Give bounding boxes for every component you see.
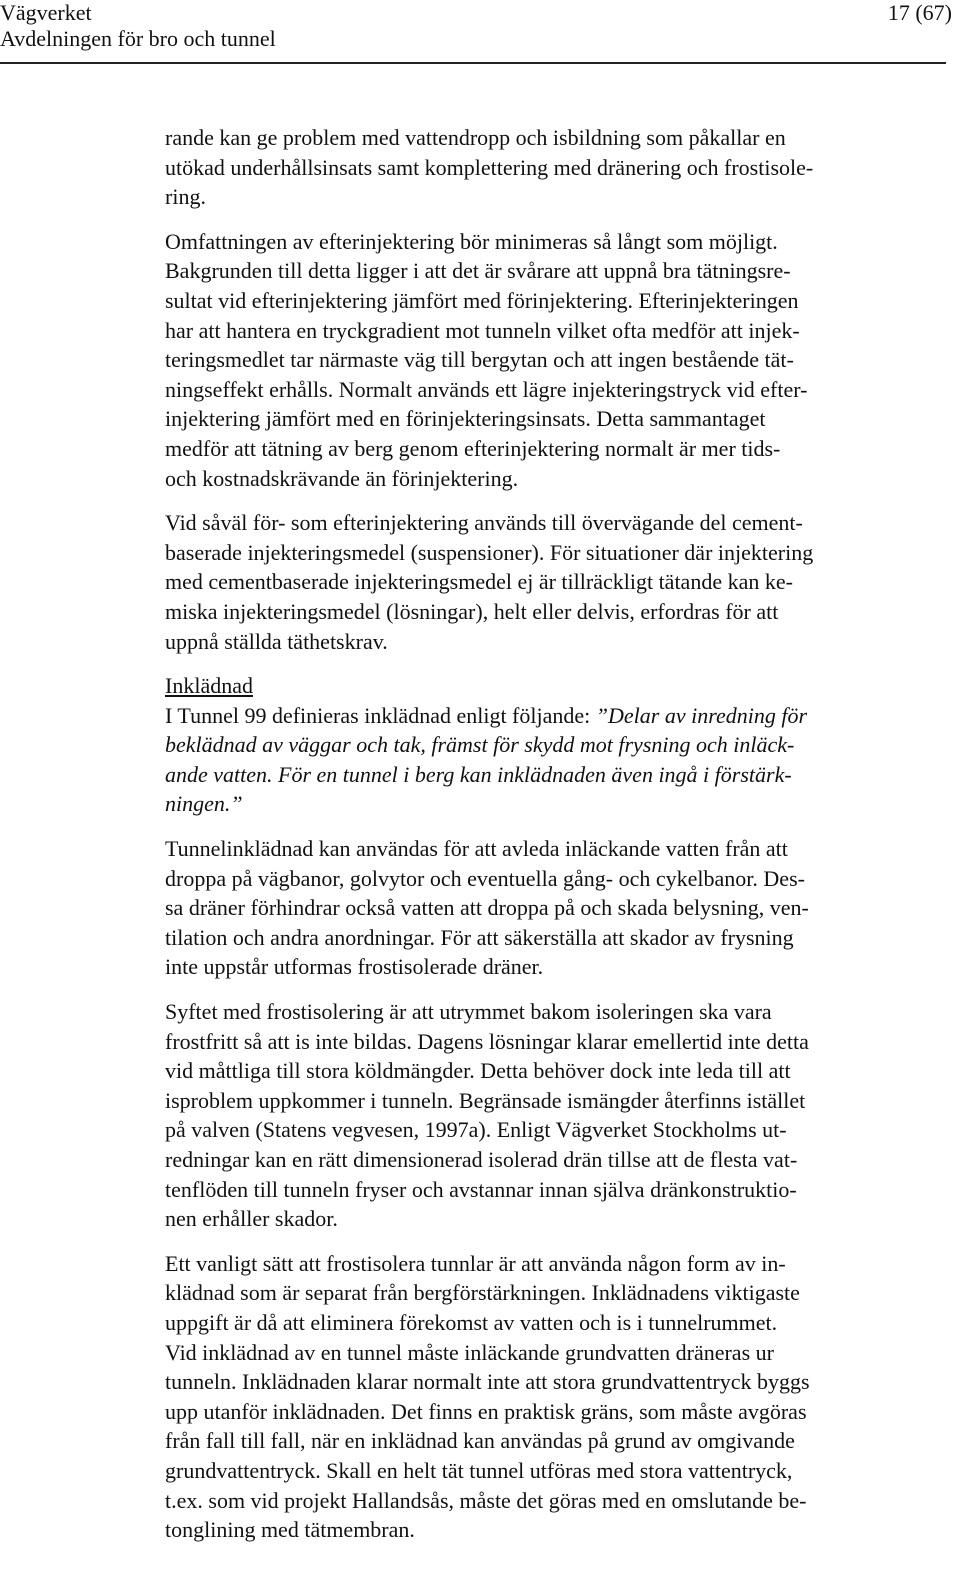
text-line: grundvattentryck. Skall en helt tät tunnel utföras med stora vattentryck, <box>165 1457 793 1483</box>
text-line: nen erhåller skador. <box>165 1206 338 1232</box>
text-line: medför att tätning av berg genom efterinjektering normalt är mer tids- <box>165 435 781 461</box>
text-line: baserade injekteringsmedel (suspensioner). För situationer där injektering <box>165 539 814 565</box>
text-line: teringsmedlet tar närmaste väg till bergytan och att ingen bestående tät- <box>165 347 794 373</box>
text-line: har att hantera en tryckgradient mot tunneln vilket ofta medför att injek- <box>165 317 800 343</box>
text-line: klädnad som är separat från bergförstärkningen. Inklädnadens viktigaste <box>165 1280 800 1306</box>
text-line: droppa på vägbanor, golvytor och eventuella gång- och cykelbanor. Des- <box>165 865 805 891</box>
definition-quote-line: beklädnad av väggar och tak, främst för skydd mot frysning och inläck- <box>165 732 795 758</box>
paragraph-1 <box>165 123 950 212</box>
document-body <box>165 123 950 1560</box>
text-line: utökad underhållsinsats samt komplettering med dränering och frostisole- <box>165 154 814 180</box>
header-department: Avdelningen för bro och tunnel <box>0 26 276 51</box>
paragraph-4 <box>165 671 950 819</box>
text-line <box>165 701 950 731</box>
definition-intro: I Tunnel 99 definieras inklädnad enligt följande: <box>165 702 596 728</box>
header-org: Vägverket <box>0 0 92 25</box>
text-line: tilation och andra anordningar. För att säkerställa att skador av frysning <box>165 924 794 950</box>
text-line: sultat vid efterinjektering jämfört med förinjektering. Efterinjekteringen <box>165 287 799 313</box>
text-line: Bakgrunden till detta ligger i att det är svårare att uppnå bra tätningsre- <box>165 258 791 284</box>
definition-quote-line: ande vatten. För en tunnel i berg kan inklädnaden även ingå i förstärk- <box>165 761 792 787</box>
definition-quote-start: ”Delar av inredning för <box>595 702 807 728</box>
definition-quote-line: ningen.” <box>165 791 243 817</box>
text-line: uppnå ställda täthetskrav. <box>165 628 388 654</box>
text-line: tonglining med tätmembran. <box>165 1517 415 1543</box>
text-line: Tunnelinklädnad kan användas för att avleda inläckande vatten från att <box>165 836 788 862</box>
text-line: Omfattningen av efterinjektering bör minimeras så långt som möjligt. <box>165 228 778 254</box>
text-line: ring. <box>165 184 206 210</box>
text-line: injektering jämfört med en förinjekteringsinsats. Detta sammantaget <box>165 406 766 432</box>
text-line: rande kan ge problem med vattendropp och isbildning som påkallar en <box>165 125 786 150</box>
text-line: inte uppstår utformas frostisolerade dräner. <box>165 954 544 980</box>
paragraph-2 <box>165 227 950 493</box>
paragraph-7 <box>165 1249 950 1545</box>
text-line: ningseffekt erhålls. Normalt används ett lägre injekteringstryck vid efter- <box>165 376 808 402</box>
text-line: frostfritt så att is inte bildas. Dagens lösningar klarar emellertid inte detta <box>165 1028 809 1054</box>
text-line: isproblem uppkommer i tunneln. Begränsade ismängder återfinns istället <box>165 1087 806 1113</box>
text-line: och kostnadskrävande än förinjektering. <box>165 465 519 491</box>
text-line: Vid såväl för- som efterinjektering används till övervägande del cement- <box>165 510 803 536</box>
text-line: uppgift är då att eliminera förekomst av vatten och is i tunnelrummet. <box>165 1309 778 1335</box>
text-line: Vid inklädnad av en tunnel måste inläckande grundvatten dräneras ur <box>165 1339 774 1365</box>
text-line: Ett vanligt sätt att frostisolera tunnlar är att använda någon form av in- <box>165 1250 786 1276</box>
header-left <box>0 0 276 52</box>
header-divider <box>0 62 946 64</box>
paragraph-3 <box>165 508 950 656</box>
text-line: redningar kan en rätt dimensionerad isolerad drän tillse att de flesta vat- <box>165 1147 798 1172</box>
page-number: 17 (67) <box>887 0 952 25</box>
text-line: med cementbaserade injekteringsmedel ej är tillräckligt tätande kan ke- <box>165 569 793 595</box>
text-line: miska injekteringsmedel (lösningar), helt eller delvis, erfordras för att <box>165 598 779 624</box>
text-line: sa dräner förhindrar också vatten att droppa på och skada belysning, ven- <box>165 895 809 921</box>
paragraph-5 <box>165 834 950 982</box>
text-line: tenflöden till tunneln fryser och avstannar innan själva dränkonstruktio- <box>165 1176 797 1202</box>
paragraph-6 <box>165 997 950 1234</box>
section-heading: Inklädnad <box>165 673 253 699</box>
text-line: från fall till fall, när en inklädnad kan användas på grund av omgivande <box>165 1428 795 1454</box>
text-line: tunneln. Inklädnaden klarar normalt inte att stora grundvattentryck byggs <box>165 1369 810 1395</box>
page-header <box>0 0 960 70</box>
text-line: vid måttliga till stora köldmängder. Detta behöver dock inte leda till att <box>165 1058 791 1084</box>
text-line: upp utanför inklädnaden. Det finns en praktisk gräns, som måste avgöras <box>165 1398 807 1424</box>
text-line: t.ex. som vid projekt Hallandsås, måste det göras med en omslutande be- <box>165 1487 807 1513</box>
text-line: Syftet med frostisolering är att utrymmet bakom isoleringen ska vara <box>165 999 772 1025</box>
text-line: på valven (Statens vegvesen, 1997a). Enligt Vägverket Stockholms ut- <box>165 1117 787 1143</box>
